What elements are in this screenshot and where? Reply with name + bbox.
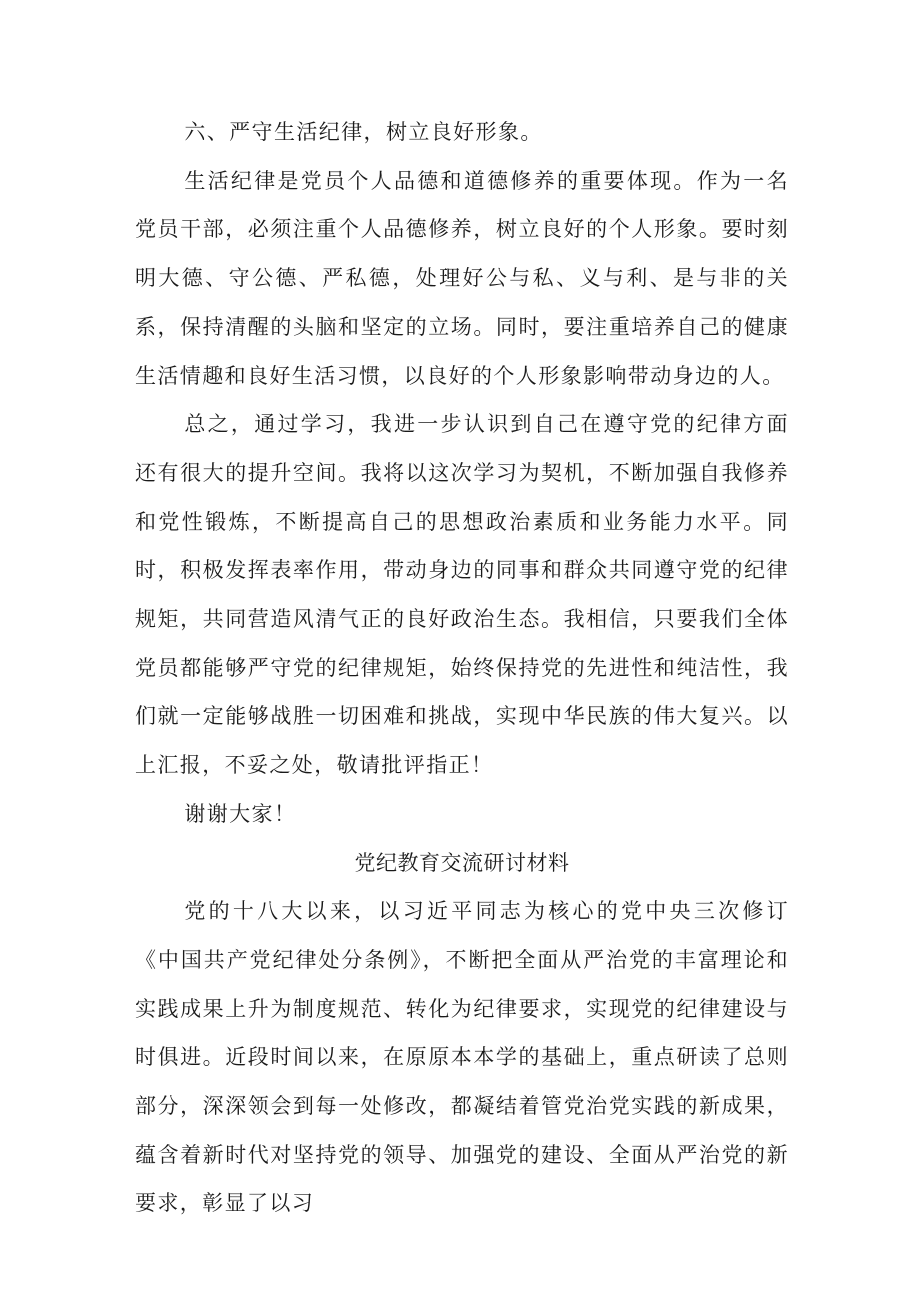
document-body [135,108,789,1228]
closing-thanks: 谢谢大家！ [184,801,297,826]
section-heading: 六、严守生活纪律，树立良好形象。 [184,120,543,144]
paragraph-conclusion: 总之，通过学习，我进一步认识到自己在遵守党的纪律方面还有很大的提升空间。我将以这次学习为契机，不断加强自我修养和党性锻炼，不断提高自己的思想政治素质和业务能力水平。同时，积极发挥表率作用，带动身边的同事和群众共同遵守党的纪律规矩，共同营造风清气正的良好政治生态。我相信，只要我们全体党员都能够严守党的纪律规矩，始终保持党的先进性和纯洁性，我们就一定能够战胜一切困难和挑战，实现中华民族的伟大复兴。以上汇报，不妥之处，敬请批评指正！ [135,412,789,778]
paragraph-introduction: 党的十八大以来，以习近平同志为核心的党中央三次修订《中国共产党纪律处分条例》，不断把全面从严治党的丰富理论和实践成果上升为制度规范、转化为纪律要求，实现党的纪律建设与时俱进。近段时间以来，在原原本本学的基础上，重点研读了总则部分，深深领会到每一处修改，都凝结着管党治党实践的新成果，蕴含着新时代对坚持党的领导、加强党的建设、全面从严治党的新要求，彰显了以习 [135,899,789,1216]
paragraph-life-discipline: 生活纪律是党员个人品德和道德修养的重要体现。作为一名党员干部，必须注重个人品德修养，树立良好的个人形象。要时刻明大德、守公德、严私德，处理好公与私、义与利、是与非的关系，保持清醒的头脑和坚定的立场。同时，要注重培养自己的健康生活情趣和良好生活习惯，以良好的个人形象影响带动身边的人。 [135,168,789,388]
document-title: 党纪教育交流研讨材料 [354,850,570,875]
